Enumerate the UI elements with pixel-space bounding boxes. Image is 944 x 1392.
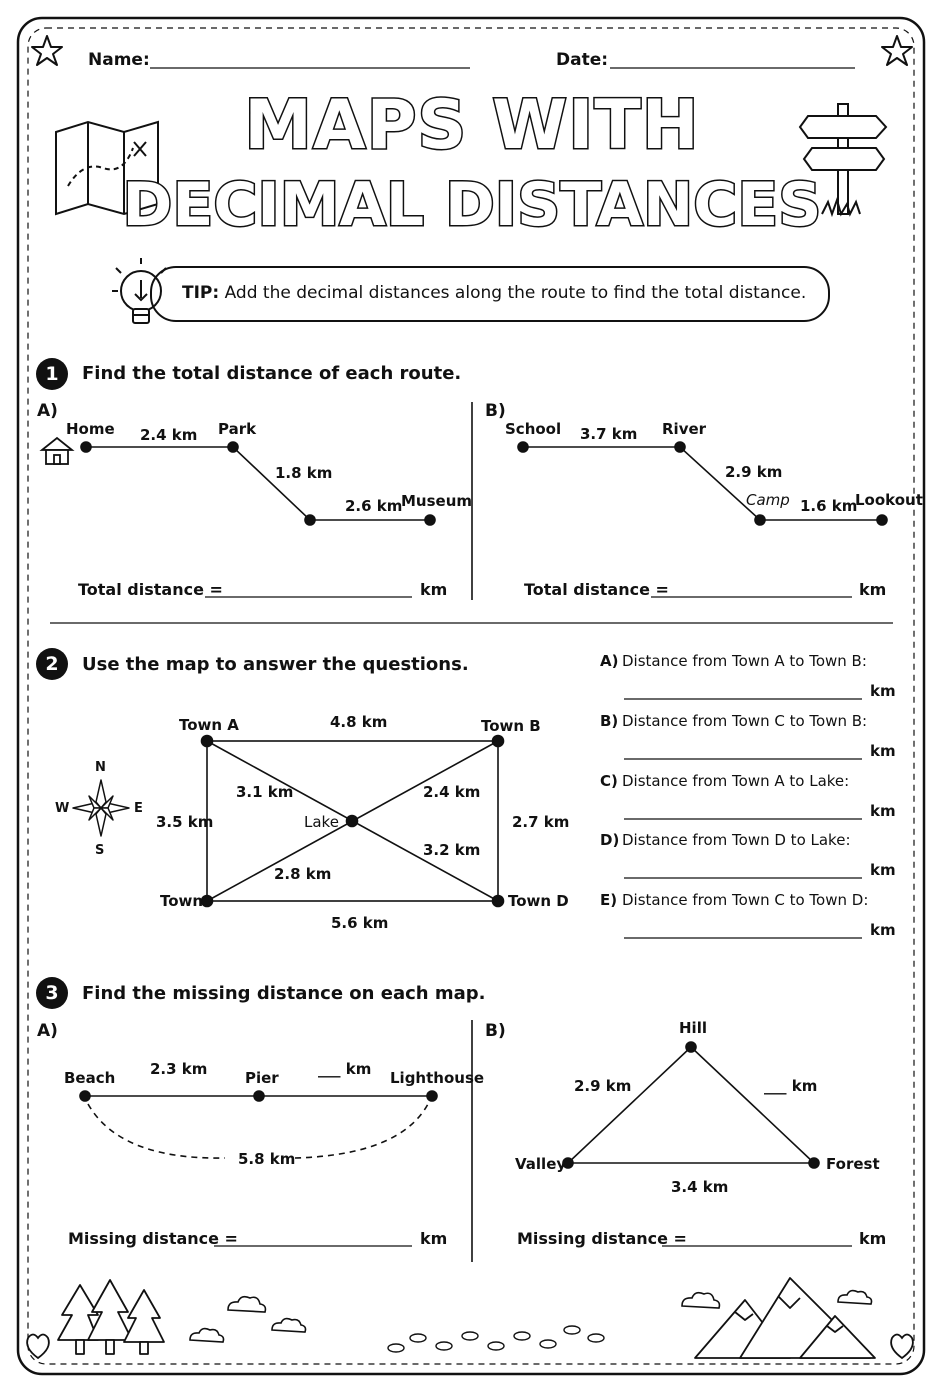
question-tag: C) <box>600 772 618 790</box>
town-label: Town D <box>508 892 569 910</box>
compass-east: E <box>134 801 143 816</box>
question-text: Distance from Town D to Lake: <box>622 831 851 849</box>
place-label: Museum <box>401 492 473 510</box>
compass-west: W <box>55 801 70 816</box>
town-label: Town B <box>481 717 541 735</box>
coast-route <box>80 1091 437 1158</box>
distance-label: 2.9 km <box>725 463 783 481</box>
compass-south: S <box>95 843 105 858</box>
name-label: Name: <box>88 50 150 70</box>
part-tag: A) <box>37 401 58 421</box>
distance-label: 2.4 km <box>423 783 481 801</box>
star-icon <box>882 36 912 65</box>
place-label: Forest <box>826 1155 880 1173</box>
section-title: Find the missing distance on each map. <box>82 983 486 1004</box>
distance-label: 3.1 km <box>236 783 294 801</box>
compass-north: N <box>95 760 106 775</box>
question-text: Distance from Town C to Town D: <box>622 891 869 909</box>
distance-label: 3.7 km <box>580 425 638 443</box>
tip-body: Add the decimal distances along the route to find the total distance. <box>219 283 807 303</box>
house-icon <box>42 438 72 464</box>
pine-trees-icon <box>58 1280 164 1354</box>
question-text: Distance from Town A to Town B: <box>622 652 867 670</box>
distance-label: 2.9 km <box>574 1077 632 1095</box>
distance-label: 5.8 km <box>238 1150 296 1168</box>
distance-label: 5.6 km <box>331 914 389 932</box>
place-label: Beach <box>64 1069 116 1087</box>
distance-label: 3.4 km <box>671 1178 729 1196</box>
part-tag: B) <box>485 1021 506 1041</box>
distance-label: 1.6 km <box>800 497 858 515</box>
section-number: 3 <box>36 977 68 1009</box>
unit-label: km <box>420 580 448 599</box>
place-label: River <box>662 420 707 438</box>
place-label: Park <box>218 420 257 438</box>
distance-label: 2.6 km <box>345 497 403 515</box>
part-tag: B) <box>485 401 506 421</box>
total-label: Total distance = <box>524 580 669 599</box>
place-label: Lookout <box>855 491 923 509</box>
place-label: Home <box>66 420 115 438</box>
distance-label: 2.4 km <box>140 426 198 444</box>
missing-label: Missing distance = <box>68 1229 238 1248</box>
unit-label: km <box>870 921 896 939</box>
distance-label: 3.5 km <box>156 813 214 831</box>
distance-label: 2.7 km <box>512 813 570 831</box>
place-label: Hill <box>679 1019 707 1037</box>
unit-label: km <box>870 802 896 820</box>
question-text: Distance from Town A to Lake: <box>622 772 850 790</box>
question-tag: B) <box>600 712 619 730</box>
section-number: 1 <box>36 358 68 390</box>
place-label: Camp <box>746 491 790 509</box>
place-label: Lighthouse <box>390 1069 485 1087</box>
hill-triangle <box>563 1042 819 1168</box>
mountains-icon <box>695 1278 875 1358</box>
section-number: 2 <box>36 648 68 680</box>
place-label: Pier <box>245 1069 279 1087</box>
question-text: Distance from Town C to Town B: <box>622 712 868 730</box>
compass-rose-icon <box>73 780 129 836</box>
tip-text <box>182 283 806 303</box>
distance-label: ___ km <box>764 1077 818 1095</box>
title-line-2: DECIMAL DISTANCES <box>122 170 822 240</box>
town-label: Town A <box>179 716 239 734</box>
distance-label: 2.3 km <box>150 1060 208 1078</box>
part-tag: A) <box>37 1021 58 1041</box>
unit-label: km <box>420 1229 448 1248</box>
section-title: Find the total distance of each route. <box>82 363 462 384</box>
unit-label: km <box>870 742 896 760</box>
distance-label: ___ km <box>318 1060 372 1078</box>
missing-label: Missing distance = <box>517 1229 687 1248</box>
question-tag: D) <box>600 831 620 849</box>
unit-label: km <box>859 580 887 599</box>
place-label: Valley <box>515 1155 567 1173</box>
distance-label: 3.2 km <box>423 841 481 859</box>
section-title: Use the map to answer the questions. <box>82 654 469 675</box>
total-label: Total distance = <box>78 580 223 599</box>
distance-label: 2.8 km <box>274 865 332 883</box>
question-tag: E) <box>600 891 618 909</box>
footprints-icon <box>388 1326 604 1352</box>
date-label: Date: <box>556 50 609 70</box>
unit-label: km <box>870 682 896 700</box>
tip-label: TIP: <box>182 283 220 303</box>
lake-label: Lake <box>304 813 339 831</box>
title-line-1: MAPS WITH <box>244 86 700 165</box>
place-label: School <box>505 420 562 438</box>
unit-label: km <box>870 861 896 879</box>
question-tag: A) <box>600 652 619 670</box>
distance-label: 1.8 km <box>275 464 333 482</box>
star-icon <box>32 36 62 65</box>
distance-label: 4.8 km <box>330 713 388 731</box>
town-map <box>202 736 504 907</box>
unit-label: km <box>859 1229 887 1248</box>
town-label: Town <box>160 892 204 910</box>
